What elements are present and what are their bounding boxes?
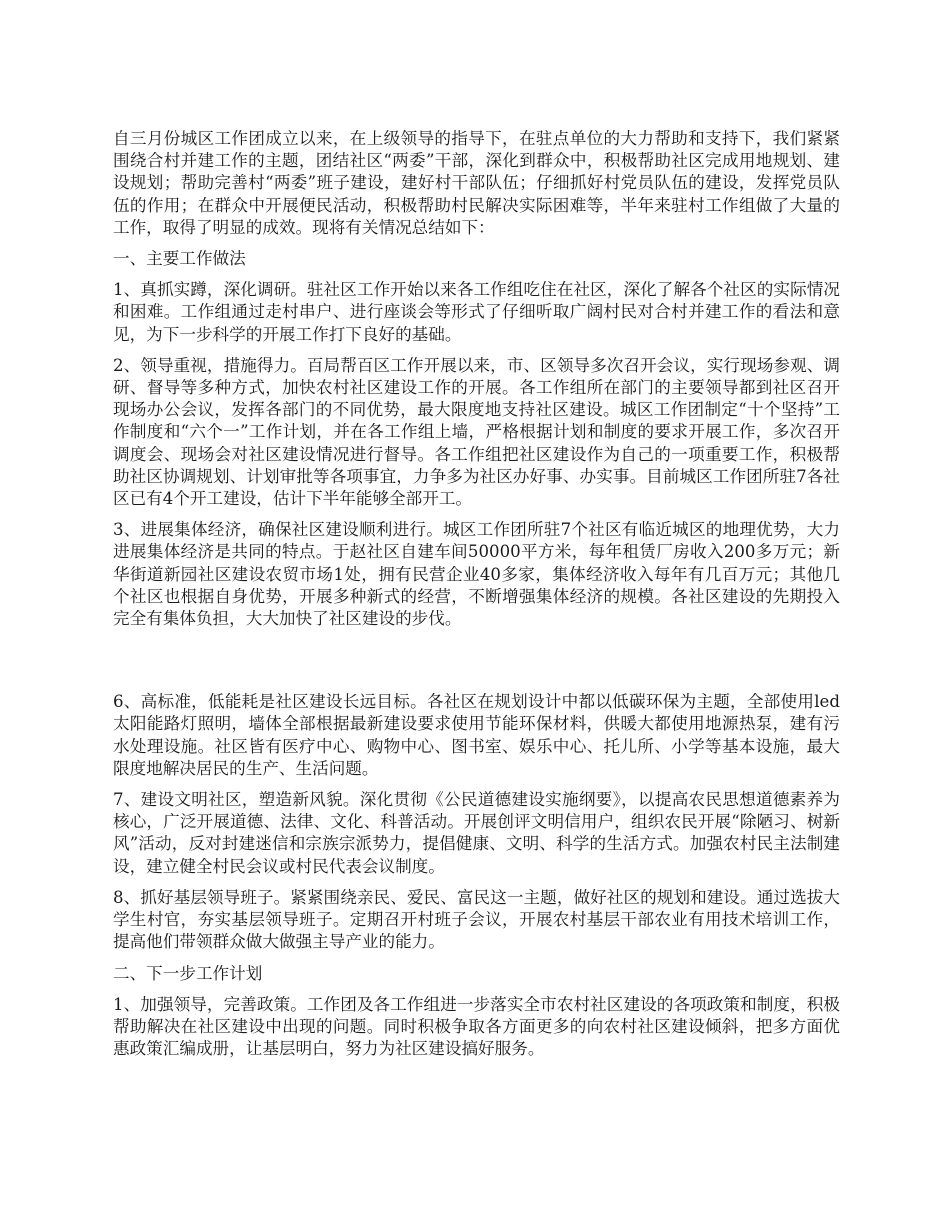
intro-paragraph: 自三月份城区工作团成立以来，在上级领导的指导下，在驻点单位的大力帮助和支持下，我们紧紧围绕合村并建工作的主题，团结社区“两委”干部，深化到群众中，积极帮助社区完成用地规划、建设规划；帮助完善村“两委”班子建设，建好村干部队伍；仔细抓好村党员队伍的建设，发挥党员队伍的作用；在群众中开展便民活动，积极帮助村民解决实际困难等，半年来驻村工作组做了大量的工作，取得了明显的成效。现将有关情况总结如下： (113, 129, 840, 237)
paragraph-1: 1、真抓实蹲，深化调研。驻社区工作开始以来各工作组吃住在社区，深化了解各个社区的实际情况和困难。工作组通过走村串户、进行座谈会等形式了仔细听取广阔村民对合村并建工作的看法和意见，为下一步科学的开展工作打下良好的基础。 (113, 280, 840, 344)
paragraph-9: 1、加强领导，完善政策。工作团及各工作组进一步落实全市农村社区建设的各项政策和制度，积极帮助解决在社区建设中出现的问题。同时积极争取各方面更多的向农村社区建设倾斜，把多方面优惠政策汇编成册，让基层明白，努力为社区建设搞好服务。 (113, 994, 840, 1059)
paragraph-3: 3、进展集体经济，确保社区建设顺利进行。城区工作团所驻7个社区有临近城区的地理优势，大力进展集体经济是共同的特点。于赵社区自建车间50000平方米，每年租赁厂房收入200多万元；新华街道新园社区建设农贸市场1处，拥有民营企业40多家，集体经济收入每年有几百万元；其他几个社区也根据自身优势，开展多种新式的经营，不断增强集体经济的规模。各社区建设的先期投入完全有集体负担，大大加快了社区建设的步伐。 (113, 520, 840, 629)
section-heading-next-plan: 二、下一步工作计划 (113, 963, 263, 983)
paragraph-2: 2、领导重视，措施得力。百局帮百区工作开展以来，市、区领导多次召开会议，实行现场参观、调研、督导等多种方式，加快农村社区建设工作的开展。各工作组所在部门的主要领导都到社区召开现场办公会议，发挥各部门的不同优势，最大限度地支持社区建设。城区工作团制定“十个坚持”工作制度和“六个一”工作计划，并在各工作组上墙，严格根据计划和制度的要求开展工作，多次召开调度会、现场会对社区建设情况进行督导。各工作组把社区建设作为自己的一项重要工作，积极帮助社区协调规划、计划审批等各项事宜，力争多为社区办好事、办实事。目前城区工作团所驻7各社区已有4个开工建设，估计下半年能够全部开工。 (113, 355, 840, 509)
paragraph-6: 6、高标准，低能耗是社区建设长远目标。各社区在规划设计中都以低碳环保为主题，全部使用led太阳能路灯照明，墙体全部根据最新建设要求使用节能环保材料，供暖大都使用地源热泵，建有污水处理设施。社区皆有医疗中心、购物中心、图书室、娱乐中心、托儿所、小学等基本设施，最大限度地解决居民的生产、生活问题。 (113, 692, 840, 778)
document-body (113, 128, 840, 1069)
blank-gap (113, 639, 840, 691)
section-heading-main-work: 一、主要工作做法 (113, 249, 246, 269)
paragraph-7: 7、建设文明社区，塑造新风貌。深化贯彻《公民道德建设实施纲要》，以提高农民思想道德素养为核心，广泛开展道德、法律、文化、科普活动。开展创评文明信用户，组织农民开展“除陋习、树新风”活动，反对封建迷信和宗族宗派势力，提倡健康、文明、科学的生活方式。加强农村民主法制建设，建立健全村民会议或村民代表会议制度。 (113, 790, 840, 876)
paragraph-8: 8、抓好基层领导班子。紧紧围绕亲民、爱民、富民这一主题，做好社区的规划和建设。通过选拔大学生村官，夯实基层领导班子。定期召开村班子会议，开展农村基层干部农业有用技术培训工作，提高他们带领群众做大做强主导产业的能力。 (113, 887, 840, 952)
